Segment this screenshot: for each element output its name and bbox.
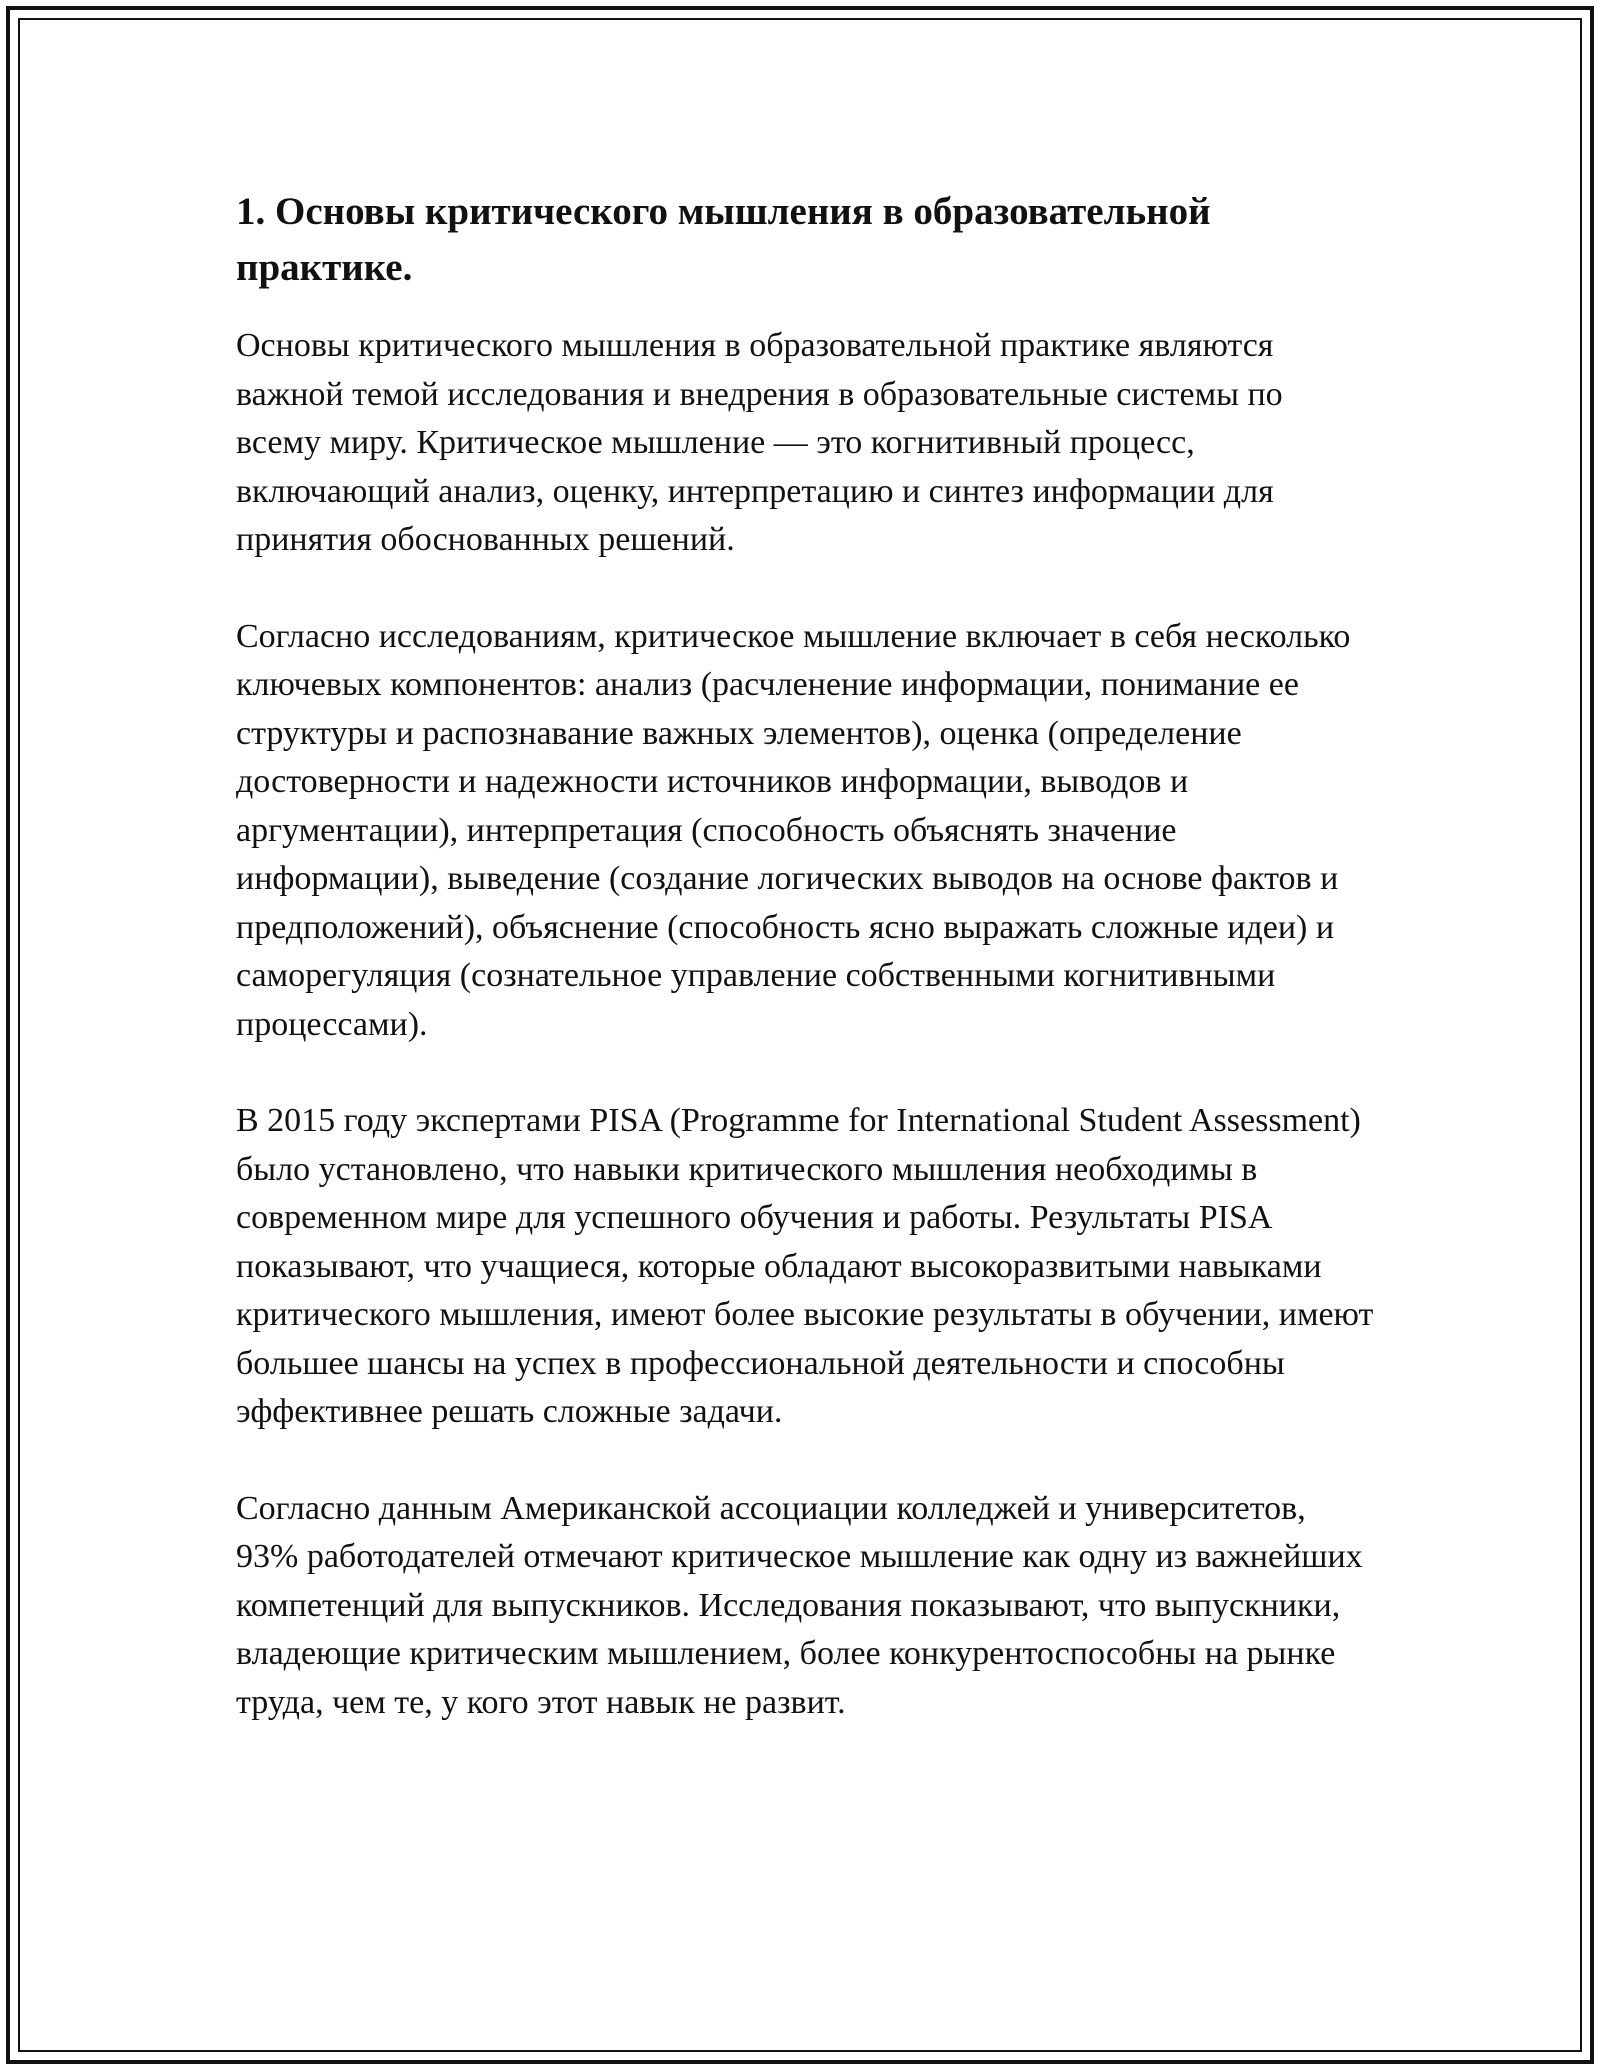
- paragraph-components: Согласно исследованиям, критическое мышление включает в себя несколько ключевых компонентов: анализ (расчленение информации, понимание ее структуры и распознавание важных элементов), оценка (определение достоверности и надежности источников информации, выводов и аргументации), интерпретация (способность объяснять значение информации), выведение (создание логических выводов на основе фактов и предположений), объяснение (способность ясно выражать сложные идеи) и саморегуляция (сознательное управление собственными когнитивными процессами).: [236, 617, 1351, 1043]
- section-heading: 1. Основы критического мышления в образовательной практике.: [236, 190, 1211, 289]
- document-body: [236, 184, 1376, 1775]
- paragraph-employers: Согласно данным Американской ассоциации колледжей и университетов, 93% работодателей отмечают критическое мышление как одну из важнейших компетенций для выпускников. Исследования показывают, что выпускники, владеющие критическим мышлением, более конкурентоспособны на рынке труда, чем те, у кого этот навык не развит.: [236, 1489, 1363, 1721]
- paragraph-intro: Основы критического мышления в образовательной практике являются важной темой исследования и внедрения в образовательные системы по всему миру. Критическое мышление — это когнитивный процесс, включающий анализ, оценку, интерпретацию и синтез информации для принятия обоснованных решений.: [236, 327, 1283, 558]
- paragraph-pisa: В 2015 году экспертами PISA (Programme for International Student Assessment) было установлено, что навыки критического мышления необходимы в современном мире для успешного обучения и работы. Результаты PISA показывают, что учащиеся, которые обладают высокоразвитыми навыками критического мышления, имеют более высокие результаты в обучении, имеют большее шансы на успех в профессиональной деятельности и способны эффективнее решать сложные задачи.: [236, 1102, 1374, 1430]
